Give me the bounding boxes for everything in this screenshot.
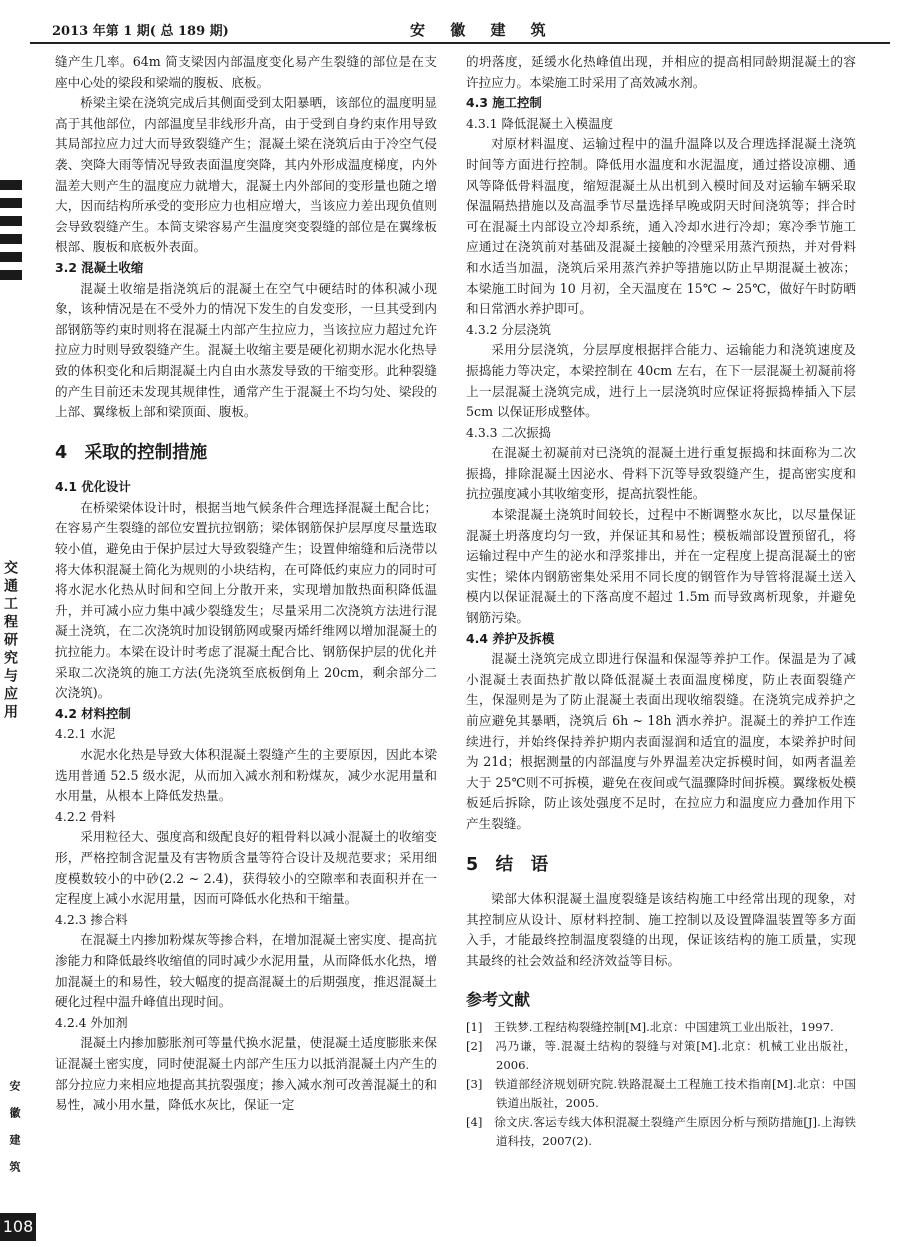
- page-header: [30, 18, 890, 44]
- paragraph: 缝产生几率。64m 简支梁因内部温度变化易产生裂缝的部位是在支座中心处的梁段和梁端的腹板、底板。: [55, 54, 437, 90]
- reference-list: [466, 1018, 856, 1151]
- subsection-heading: 3.2 混凝土收缩: [55, 259, 144, 275]
- subsection-heading: 4.2 材料控制: [55, 705, 131, 721]
- issue-label: 2013 年第 1 期( 总 189 期): [52, 24, 229, 39]
- paragraph: 梁部大体积混凝土温度裂缝是该结构施工中经常出现的现象，对其控制应从设计、原材料控制、施工控制以及设置降温装置等多方面入手，才能最终控制温度裂缝的出现，保证该结构的施工质量，实现其最终的社会效益和经济效益等目标。: [466, 891, 856, 968]
- page-number: 108: [0, 1213, 36, 1241]
- paragraph: 桥梁主梁在浇筑完成后其侧面受到太阳暴晒，该部位的温度明显高于其他部位，内部温度呈非线形升高，由于受到自身约束作用导致其局部拉应力过大而导致裂缝产生；混凝土梁在浇筑后由于冷空气侵袭、突降大雨等情况导致表面温度突降，其内外形成温度梯度，内外温差大则产生的温度应力就增大，混凝土内外部间的变形量也随之增大，因而结构所承受的变形应力也相应增大，当该应力差出现负值则会导致裂缝产生。本简支梁容易产生温度突变裂缝的部位是在翼缘板根部、腹板和底板外表面。: [55, 95, 437, 255]
- references-heading: 参考文献: [466, 989, 531, 1009]
- paragraph: 的坍落度，延缓水化热峰值出现，并相应的提高相同龄期混凝土的容许拉应力。本梁施工时采用了高效减水剂。: [466, 54, 856, 90]
- column-label: 交通工程研究与应用: [2, 560, 18, 722]
- journal-vertical-label: 安徽建筑: [8, 1080, 21, 1188]
- paragraph: 混凝土浇筑完成立即进行保温和保湿等养护工作。保温是为了减小混凝土表面热扩散以降低混凝土表面温度梯度，防止表面裂缝产生，保湿则是为了防止混凝土表面出现收缩裂缝。在浇筑完成养护之前应避免其暴晒，浇筑后 6h ~ 18h 洒水养护。混凝土的养护工作连续进行，并始终保持养护期内表面湿润和适宜的温度，本梁养护时间为 21d；根据测量的内部温度与外界温差决定拆模时间，如两者温差大于 25℃则不可拆模，避免在夜间或气温骤降时间拆模。翼缘板处模板延后拆除，防止该处强度不足时，在拉应力和温度应力叠加作用下产生裂缝。: [466, 651, 856, 831]
- paragraph: 水泥水化热是导致大体积混凝土裂缝产生的主要原因，因此本梁选用普通 52.5 级水泥，从而加入减水剂和粉煤灰，减少水泥用量和水用量，从根本上降低发热量。: [55, 747, 437, 804]
- paragraph: 在桥梁梁体设计时，根据当地气候条件合理选择混凝土配合比；在容易产生裂缝的部位安置抗拉钢筋；梁体钢筋保护层厚度尽量选取较小值，避免由于保护层过大导致裂缝产生；设置伸缩缝和后浇带以将大体积混凝土简化为规则的小块结构，在可降低约束应力的同时可将水泥水化热从时间和空间上分散开来，实现增加散热面积降低温升，并可减小应力集中减少裂缝发生；尽量采用二次浇筑方法进行混凝土浇筑，在二次浇筑时加设钢筋网或聚丙烯纤维网以增加混凝土的抗拉能力。本梁在设计时考虑了混凝土配合比、钢筋保护层的优化并采取二次浇筑的施工方法(先浇筑至底板倒角上 20cm，剩余部分二次浇筑)。: [55, 499, 437, 701]
- subsubsection-heading: 4.3.3 二次振捣: [466, 424, 552, 440]
- paragraph: 在混凝土初凝前对已浇筑的混凝土进行重复振捣和抹面称为二次振捣，排除混凝土因泌水、骨料下沉等导致裂缝产生，提高密实度和抗拉强度减小其收缩变形，提高抗裂性能。: [466, 445, 856, 502]
- subsubsection-heading: 4.2.2 骨料: [55, 808, 116, 824]
- paragraph: 采用粒径大、强度高和级配良好的粗骨料以减小混凝土的收缩变形，严格控制含泥量及有害物质含量等符合设计及规范要求；采用细度模数较小的中砂(2.2 ~ 2.4)，获得较小的空隙率和表面积并在一定程度上减小水泥用量，因而可降低水化热和干缩量。: [55, 829, 437, 907]
- subsubsection-heading: 4.3.1 降低混凝土入模温度: [466, 115, 613, 131]
- subsubsection-heading: 4.2.1 水泥: [55, 726, 116, 742]
- paragraph: 采用分层浇筑，分层厚度根据拌合能力、运输能力和浇筑速度及振捣能力等决定，本梁控制在 40cm 左右，在下一层混凝土初凝前将上一层混凝土浇筑完成，进行上一层浇筑时应保证将振捣棒插入下层 5cm 以保证形成整体。: [466, 342, 856, 420]
- paragraph: 混凝土内掺加膨胀剂可等量代换水泥量，使混凝土适度膨胀来保证混凝土密实度，同时使混凝土内部产生压力以抵消混凝土内产生的部分拉应力来相应地提高其抗裂强度；掺入减水剂可改善混凝土的和易性，减小用水量，降低水灰比，保证一定: [55, 1035, 437, 1113]
- left-column: [55, 52, 437, 1116]
- section-heading: 5 结 语: [466, 854, 549, 875]
- subsubsection-heading: 4.2.4 外加剂: [55, 1014, 128, 1030]
- subsubsection-heading: 4.2.3 掺合料: [55, 911, 128, 927]
- reference-item: [1] 王铁梦.工程结构裂缝控制[M].北京：中国建筑工业出版社，1997.: [466, 1020, 834, 1035]
- right-column: [466, 52, 856, 1151]
- reference-item: [3] 铁道部经济规划研究院.铁路混凝土工程施工技术指南[M].北京：中国铁道出版社，2005.: [466, 1077, 856, 1111]
- section-heading: 4 采取的控制措施: [55, 442, 208, 463]
- paragraph: 本梁混凝土浇筑时间较长，过程中不断调整水灰比，以尽量保证混凝土坍落度均匀一致，并保证其和易性；模板端部设置预留孔，将运输过程中产生的泌水和浮浆排出，并在一定程度上提高混凝土的密实性；梁体内钢筋密集处采用不同长度的钢管作为导管将混凝土送入模内以保证混凝土的下落高度不超过 1.5m 而导致离析现象，并避免钢筋污染。: [466, 507, 856, 626]
- reference-item: [2] 冯乃谦，等.混凝土结构的裂缝与对策[M].北京：机械工业出版社，2006.: [466, 1039, 856, 1073]
- subsection-heading: 4.1 优化设计: [55, 479, 131, 495]
- journal-name: 安 徽 建 筑: [410, 21, 556, 39]
- paragraph: 在混凝土内掺加粉煤灰等掺合料，在增加混凝土密实度、提高抗渗能力和降低最终收缩值的同时减少水泥用量，从而降低水化热，增加混凝土的和易性，较大幅度的提高混凝土的后期强度，推迟混凝土硬化过程中温升峰值出现时间。: [55, 932, 437, 1010]
- paragraph: 混凝土收缩是指浇筑后的混凝土在空气中硬结时的体积减小现象，该种情况是在不受外力的情况下发生的自发变形，一旦其受到内部钢筋等约束时则将在混凝土内部产生拉应力，当该拉应力超过允许拉应力时则导致裂缝产生。混凝土收缩主要是硬化初期水泥水化热导致的体积变化和后期混凝土内自由水蒸发导致的干缩变形。此种裂缝的产生目前还未发现其规律性，通常产生于混凝土不均匀处、梁段的上部、翼缘板上部和梁顶面、腹板。: [55, 280, 437, 420]
- subsection-heading: 4.3 施工控制: [466, 95, 542, 111]
- subsubsection-heading: 4.3.2 分层浇筑: [466, 321, 552, 337]
- subsection-heading: 4.4 养护及拆模: [466, 630, 555, 646]
- reference-item: [4] 徐文庆.客运专线大体积混凝土裂缝产生原因分析与预防措施[J].上海铁道科技，2007(2).: [466, 1115, 856, 1149]
- paragraph: 对原材料温度、运输过程中的温升温降以及合理选择混凝土浇筑时间等方面进行控制。降低用水温度和水泥温度，通过搭设凉棚、通风等降低骨料温度，缩短混凝土从出机到入模时间及对运输车辆采取保温隔热措施以及高温季节尽量选择早晚或阴天时间浇筑等；拌合时可在混凝土内部设立冷却系统，通入冷却水进行冷却；寒冷季节施工应通过在浇筑前对基础及混凝土接触的冷壁采用蒸汽预热，并对骨料和水适当加温，浇筑后采用蒸汽养护等措施以防止早期混凝土被冻；本梁施工时间为 10 月初，全天温度在 15℃ ~ 25℃，做好午时防晒和日常洒水养护即可。: [466, 136, 856, 317]
- side-decoration: [0, 180, 22, 290]
